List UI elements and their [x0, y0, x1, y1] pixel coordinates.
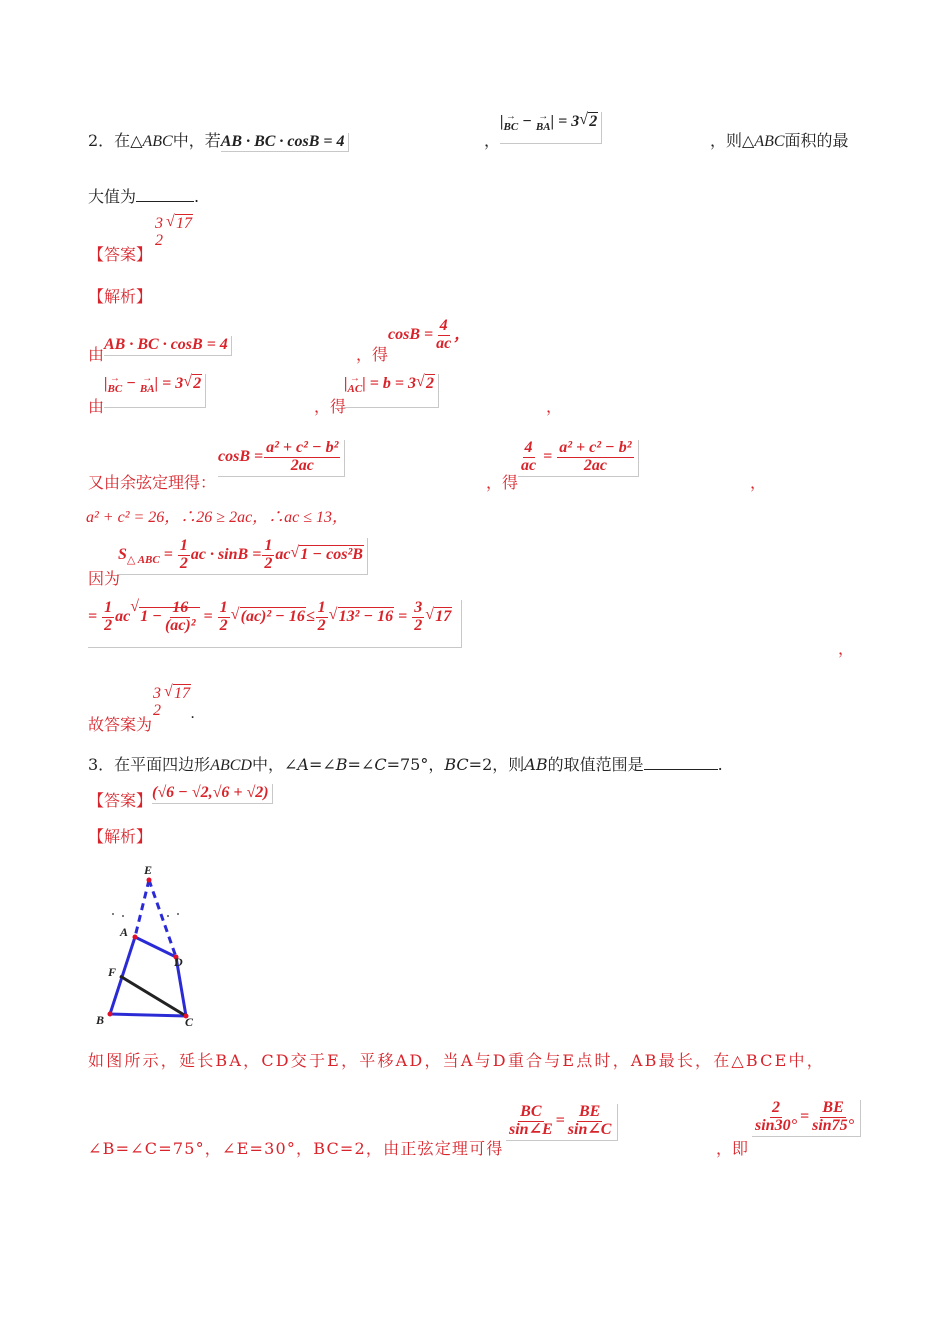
answer2-value: 3 2 √ 17 — [152, 216, 193, 250]
q2-line2: 大值为 . — [88, 187, 200, 206]
label-e: E — [144, 863, 153, 877]
answer-blank — [644, 769, 718, 770]
analysis-label: 【解析】 — [88, 827, 153, 846]
answer2 — [88, 215, 192, 264]
side-bc — [110, 1014, 186, 1016]
q2-condition1: AB · BC · cosB = 4 — [221, 133, 349, 152]
quadrilateral-figure — [96, 858, 210, 1030]
analysis-label: 【解析】 — [88, 287, 153, 306]
q2-comma: ， — [484, 131, 501, 150]
answer3-value: (√6 − √2,√6 + √2) — [152, 784, 273, 804]
answer-label: 【答案】 — [88, 791, 153, 810]
q2-line1: 2．在△ABC中，若AB · BC · cosB = 4 — [88, 128, 349, 151]
final-answer-value: 3 2 √ 17. — [150, 686, 195, 720]
sum-line: a² + c² = 26，∴26 ≥ 2ac，∴ac ≤ 13， — [86, 509, 349, 526]
analysis3-paragraph2: ∠B=∠C=75°，∠E=30°，BC=2，由正弦定理可得 — [88, 1139, 504, 1158]
q2-vector-condition: | → BC − → BA | = 3√ 2 — [500, 112, 602, 144]
analysis3-paragraph1: 如图所示，延长BA，CD交于E，平移AD，当A与D重合与E点时，AB最长，在△BCE中， — [88, 1051, 825, 1070]
cosB-result: cosB = $\frac{4}{ac}$ ， — [388, 317, 471, 352]
label-c: C — [185, 1015, 194, 1029]
q3-line: 3．在平面四边形ABCD中，∠A=∠B=∠C=75°，BC=2，则AB的取值范围是 . — [88, 755, 723, 774]
label-d: D — [174, 955, 183, 969]
segment-fc — [120, 976, 186, 1016]
point-b — [108, 1012, 113, 1017]
sine-law-expr: $\frac{BC}{\sin\angle E}$ = $\frac{BE}{\sin\angle C}$ — [506, 1104, 618, 1141]
cosine-eq: $\frac{4}{ac}$ = $\frac{\text{a² + c² − b²}}{2ac}$ — [518, 440, 639, 477]
answer-label: 【答案】 — [88, 245, 153, 264]
cosine-law-text: 又由余弦定理得： — [88, 473, 217, 492]
point-a — [133, 935, 138, 940]
final-answer-text: 故答案为 — [88, 715, 153, 734]
label-f: F — [108, 965, 117, 979]
sine-law-values: $\frac{2}{\sin 30^\circ}$ = $\frac{BE}{\sin 75^\circ}$ — [752, 1100, 861, 1137]
step2-result: | → AC | = b = 3√ 2 — [344, 374, 439, 408]
answer-blank — [136, 201, 194, 202]
cosine-law-expr: cosB = $\frac{\text{a² + c² − b²}}{2ac}$ — [218, 440, 345, 477]
label-a: A — [120, 925, 129, 939]
point-e — [147, 878, 152, 883]
area-bound-chain: = $\frac{1}{2}$ ac√ 1 − $\frac{16}{\text{(ac)²}}$ = $\frac{1}{2}$ √ (ac)² − 16≤ $\frac{1}{2}$ √ 13² − 16 = $\frac{3}{2}$ √ 17 — [88, 600, 462, 648]
area-formula: $S_{\triangle ABC}$ = $\frac{1}{2}$ ac · sinB = $\frac{1}{2}$ ac√ 1 − cos²B — [118, 538, 368, 575]
label-b: B — [96, 1013, 105, 1027]
triangle-symbol: △ — [130, 131, 143, 150]
step1-expr: AB · BC · cosB = 4 — [104, 336, 232, 356]
step2-expr: | → BC − → BA | = 3√ 2 — [104, 374, 206, 408]
dashed-line-ea — [135, 880, 149, 937]
q2-line1-end: ，则△ABC面积的最 — [710, 131, 849, 150]
